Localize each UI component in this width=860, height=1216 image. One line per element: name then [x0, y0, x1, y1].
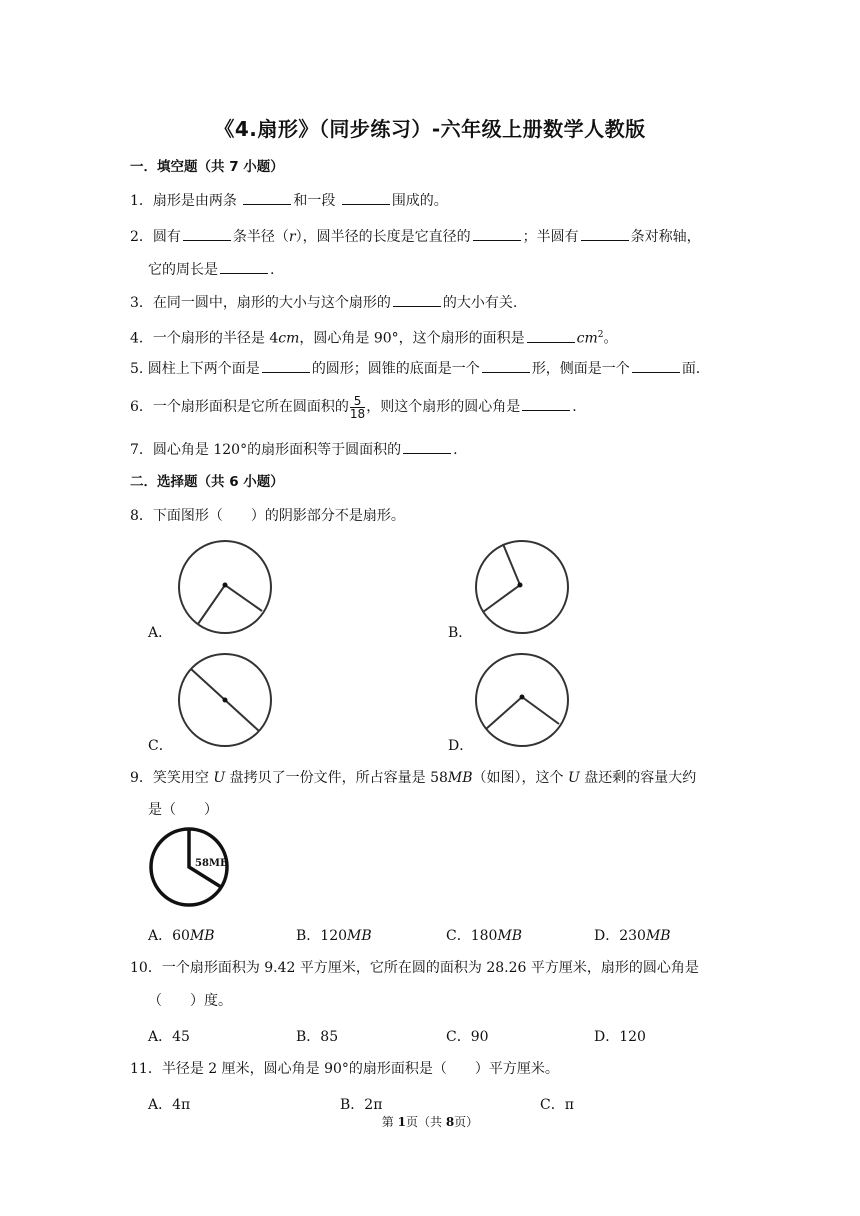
- question-10: 10．一个扇形面积为 9.42 平方厘米，它所在圆的面积为 28.26 平方厘米，扇形的圆心角是: [130, 960, 699, 976]
- question-4: 4．一个扇形的半径是 4cm，圆心角是 90°，这个扇形的面积是 $cm^2$。: [130, 330, 618, 347]
- question-9-cont: 是（ ）: [148, 802, 218, 818]
- question-7: 7．圆心角是 120°的扇形面积等于圆面积的 .: [130, 442, 458, 458]
- option-a-label[interactable]: A．: [148, 625, 173, 641]
- answer-blank[interactable]: [342, 191, 390, 205]
- question-2: 2．圆有 条半径（r），圆半径的长度是它直径的 ；半圆有 条对称轴，: [130, 229, 701, 245]
- question-6: 6．一个扇形面积是它所在圆面积的 $\frac{5}{18}$ ，则这个扇形的圆心角是 .: [130, 393, 577, 421]
- question-9: 9．笑笑用空 U 盘拷贝了一份文件，所占容量是 58MB（如图），这个 U 盘还剩的容量大约: [130, 770, 697, 786]
- q11-option-c[interactable]: C．π: [540, 1097, 574, 1113]
- q11-option-b[interactable]: B．2π: [340, 1097, 383, 1113]
- answer-blank[interactable]: [581, 227, 629, 241]
- q10-option-a[interactable]: A．45: [148, 1029, 190, 1045]
- q9-option-c[interactable]: C．180MB: [446, 928, 523, 944]
- option-b-label[interactable]: B．: [448, 625, 473, 641]
- pie-label: 58MB: [195, 858, 229, 869]
- usb-capacity-pie: [148, 825, 232, 909]
- fraction: $\frac{5}{18}$: [349, 393, 366, 421]
- answer-blank[interactable]: [183, 227, 231, 241]
- q9-option-b[interactable]: B．120MB: [296, 928, 372, 944]
- q10-option-b[interactable]: B．85: [296, 1029, 339, 1045]
- circle-figure-b[interactable]: [473, 538, 571, 636]
- question-2-cont: 它的周长是 .: [148, 262, 275, 278]
- circle-figure-d[interactable]: [473, 651, 571, 749]
- answer-blank[interactable]: [527, 329, 575, 343]
- answer-blank[interactable]: [632, 359, 680, 373]
- answer-blank[interactable]: [522, 397, 570, 411]
- question-11: 11．半径是 2 厘米，圆心角是 90°的扇形面积是（ ）平方厘米。: [130, 1061, 559, 1077]
- q9-option-d[interactable]: D．230MB: [594, 928, 671, 944]
- question-5: 5. 圆柱上下两个面是 的圆形；圆锥的底面是一个 形，侧面是一个 面.: [130, 361, 701, 377]
- option-c-label[interactable]: C．: [148, 738, 173, 754]
- answer-blank[interactable]: [243, 191, 291, 205]
- answer-blank[interactable]: [393, 293, 441, 307]
- circle-figure-c[interactable]: [176, 651, 274, 749]
- q9-option-a[interactable]: A．60MB: [148, 928, 215, 944]
- page-title: 《4.扇形》（同步练习）-六年级上册数学人教版: [214, 117, 646, 141]
- page-footer: 第 1页（共 8页）: [381, 1115, 479, 1129]
- option-d-label[interactable]: D．: [448, 738, 474, 754]
- answer-blank[interactable]: [403, 440, 451, 454]
- q10-option-d[interactable]: D．120: [594, 1029, 646, 1045]
- circle-figure-a[interactable]: [176, 538, 274, 636]
- question-10-cont: （ ）度。: [148, 993, 232, 1009]
- answer-blank[interactable]: [473, 227, 521, 241]
- question-3: 3．在同一圆中，扇形的大小与这个扇形的 的大小有关.: [130, 295, 518, 311]
- section-choice-heading: 二．选择题（共 6 小题）: [130, 474, 284, 490]
- q11-option-a[interactable]: A．4π: [148, 1097, 191, 1113]
- answer-blank[interactable]: [482, 359, 530, 373]
- question-1: 1．扇形是由两条 和一段 围成的。: [130, 193, 448, 209]
- question-8: 8．下面图形（ ）的阴影部分不是扇形。: [130, 508, 405, 524]
- answer-blank[interactable]: [262, 359, 310, 373]
- q10-option-c[interactable]: C．90: [446, 1029, 489, 1045]
- answer-blank[interactable]: [220, 260, 268, 274]
- section-fill-heading: 一．填空题（共 7 小题）: [130, 159, 284, 175]
